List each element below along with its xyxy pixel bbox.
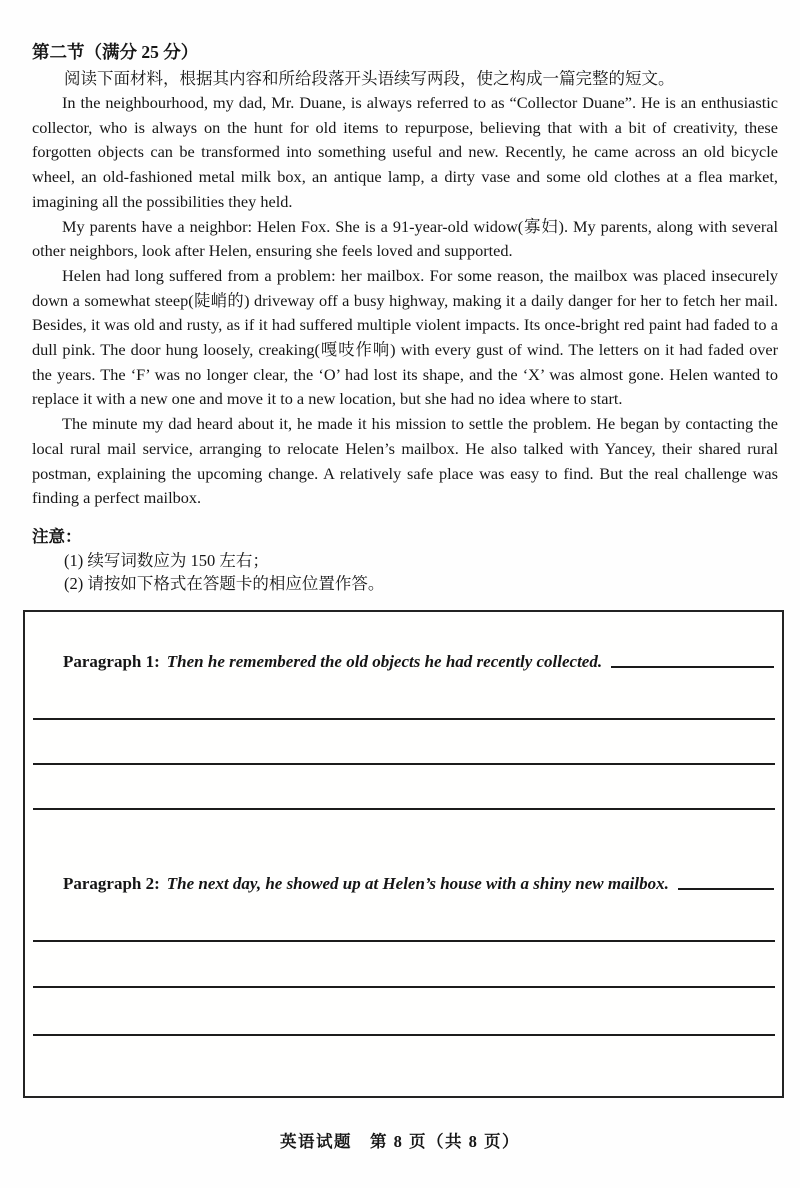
notes-section: [32, 525, 778, 596]
paragraph2-writing-line: [678, 888, 774, 890]
passage-paragraph-3: Helen had long suffered from a problem: her mailbox. For some reason, the mailbox was placed insecurely down a somewhat steep(陡峭的) driveway off a busy highway, making it a daily danger for her to fetch her mail. Besides, it was old and rusty, as if it had suffered multiple violent impacts. Its once-bright red paint had faded to a dull pink. The door hung loosely, creaking(嘎吱作响) with every gust of wind. The letters on it had faded over the years. The ‘F’ was no longer clear, the ‘O’ had lost its shape, and the ‘X’ was almost gone. Helen wanted to replace it with a new one and move it to a new location, but she had no idea where to start.: [32, 265, 778, 409]
note-item-2: (2) 请按如下格式在答题卡的相应位置作答。: [64, 574, 385, 594]
section-title: 第二节（满分 25 分）: [32, 42, 199, 62]
section-instruction: 阅读下面材料，根据其内容和所给段落开头语续写两段，使之构成一篇完整的短文。: [64, 69, 675, 88]
note-item-1: (1) 续写词数应为 150 左右；: [64, 550, 269, 570]
paragraph1-writing-line: [611, 666, 774, 668]
page-footer: 英语试题 第 8 页（共 8 页）: [280, 1132, 520, 1151]
paragraph2-opening: The next day, he showed up at Helen’s house with a shiny new mailbox.: [166, 874, 669, 893]
paragraph2-label: Paragraph 2:: [63, 874, 160, 893]
answer-box: [23, 610, 784, 1098]
paragraph1-opening-row: [63, 652, 774, 672]
paragraph1-label: Paragraph 1:: [63, 652, 160, 671]
writing-line: [33, 718, 775, 720]
writing-line: [33, 940, 775, 942]
paragraph1-opening: Then he remembered the old objects he had recently collected.: [166, 652, 603, 671]
passage-paragraph-2: My parents have a neighbor: Helen Fox. She is a 91-year-old widow(寡妇). My parents, along with several other neighbors, look after Helen, ensuring she feels loved and supported.: [32, 216, 778, 261]
exam-content: [32, 38, 778, 596]
notes-label: 注意：: [32, 526, 82, 546]
notes-list: [32, 549, 778, 596]
passage-paragraph-4: The minute my dad heard about it, he made it his mission to settle the problem. He began by contacting the local rural mail service, arranging to relocate Helen’s mailbox. He also talked with Yancey, their shared rural postman, explaining the upcoming change. A relatively safe place was easy to find. But the real challenge was finding a perfect mailbox.: [32, 414, 778, 508]
passage-paragraph-1: In the neighbourhood, my dad, Mr. Duane, is always referred to as “Collector Duane”. He is an enthusiastic collector, who is always on the hunt for old items to repurpose, believing that with a bit of creativity, these forgotten objects can be transformed into something useful and new. Recently, he came across an old bicycle wheel, an old-fashioned metal milk box, an antique lamp, a dirty vase and some old clothes at a flea market, imagining all the possibilities they held.: [32, 93, 778, 211]
reading-passage: [32, 91, 778, 511]
paragraph2-opening-row: [63, 874, 774, 894]
writing-line: [33, 763, 775, 765]
writing-line: [33, 1034, 775, 1036]
writing-line: [33, 986, 775, 988]
writing-line: [33, 808, 775, 810]
